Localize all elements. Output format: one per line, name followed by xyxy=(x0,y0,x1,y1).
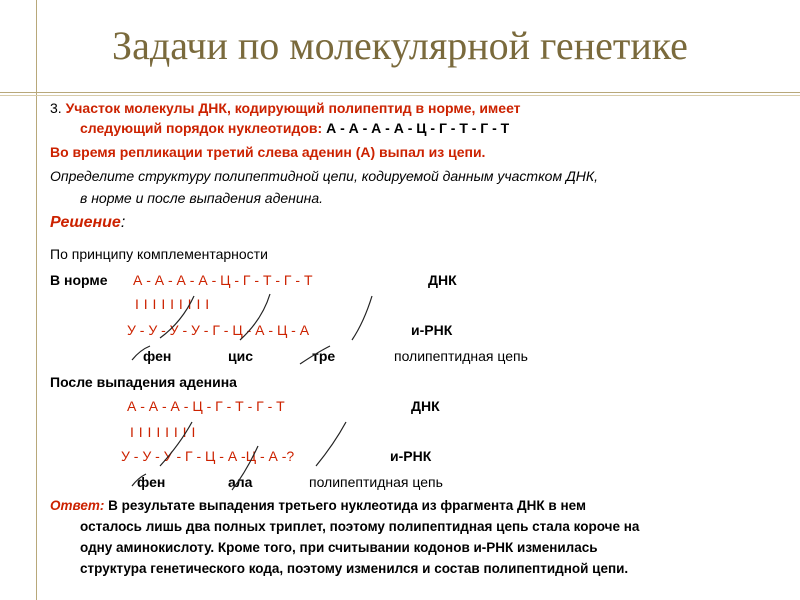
solution-heading xyxy=(50,214,125,232)
after-label: После выпадения аденина xyxy=(50,374,237,390)
after-rna-label: и-РНК xyxy=(390,448,432,464)
normal-rna-sequence: У - У - У - У - Г - Ц - А - Ц - А xyxy=(127,322,310,338)
answer-line-1 xyxy=(50,498,586,513)
answer-line-3: одну аминокислоту. Кроме того, при считывании кодонов и-РНК изменилась xyxy=(80,540,598,555)
normal-label: В норме xyxy=(50,272,108,288)
question-line-1: Определите структуру полипептидной цепи, кодируемой данным участком ДНК, xyxy=(50,168,599,184)
normal-amino-3: тре xyxy=(312,348,336,364)
after-codon-arc-4 xyxy=(316,422,346,466)
answer-text-1: В результате выпадения третьего нуклеотида из фрагмента ДНК в нем xyxy=(108,498,586,513)
task-line-1 xyxy=(50,100,521,116)
solution-heading-text: Решение xyxy=(50,214,121,231)
normal-amino-2: цис xyxy=(228,348,253,364)
after-amino-2: ала xyxy=(228,474,253,490)
task-line-3: Во время репликации третий слева аденин (А) выпал из цепи. xyxy=(50,144,486,160)
after-amino-1: фен xyxy=(137,474,166,490)
task-sequence: А - А - А - А - Ц - Г - Т - Г - Т xyxy=(326,120,510,136)
normal-dna-sequence: А - А - А - А - Ц - Г - Т - Г - Т xyxy=(133,272,313,288)
task-number: 3. xyxy=(50,100,62,116)
after-chain-label: полипептидная цепь xyxy=(309,474,443,490)
normal-codon-arc-5 xyxy=(352,296,372,340)
after-bond-bars: I I I I I I I I xyxy=(130,424,196,440)
answer-label: Ответ: xyxy=(50,498,105,513)
frame-vertical-line xyxy=(36,0,37,600)
normal-bond-bars: I I I I I I I I I xyxy=(135,296,210,312)
task-text-1: Участок молекулы ДНК, кодирующий полипептид в норме, имеет xyxy=(65,100,521,116)
solution-colon: : xyxy=(120,214,126,231)
after-dna-sequence: А - А - А - Ц - Г - Т - Г - Т xyxy=(127,398,285,414)
answer-line-4: структура генетического кода, поэтому изменился и состав полипептидной цепи. xyxy=(80,561,629,576)
normal-rna-label: и-РНК xyxy=(411,322,453,338)
task-line-2 xyxy=(80,120,509,136)
normal-dna-label: ДНК xyxy=(428,272,457,288)
after-dna-label: ДНК xyxy=(411,398,440,414)
principle-text: По принципу комплементарности xyxy=(50,246,268,262)
normal-chain-label: полипептидная цепь xyxy=(394,348,528,364)
answer-line-2: осталось лишь два полных триплет, поэтому полипептидная цепь стала короче на xyxy=(80,519,640,534)
normal-amino-1: фен xyxy=(143,348,172,364)
frame-horizontal-line-thin xyxy=(0,95,800,96)
slide-title: Задачи по молекулярной генетике xyxy=(112,23,688,68)
after-rna-sequence: У - У - У - Г - Ц - А -Ц - А -? xyxy=(121,448,295,464)
task-text-2: следующий порядок нуклеотидов: xyxy=(80,120,323,136)
frame-horizontal-line xyxy=(0,92,800,93)
question-line-2: в норме и после выпадения аденина. xyxy=(80,190,323,206)
